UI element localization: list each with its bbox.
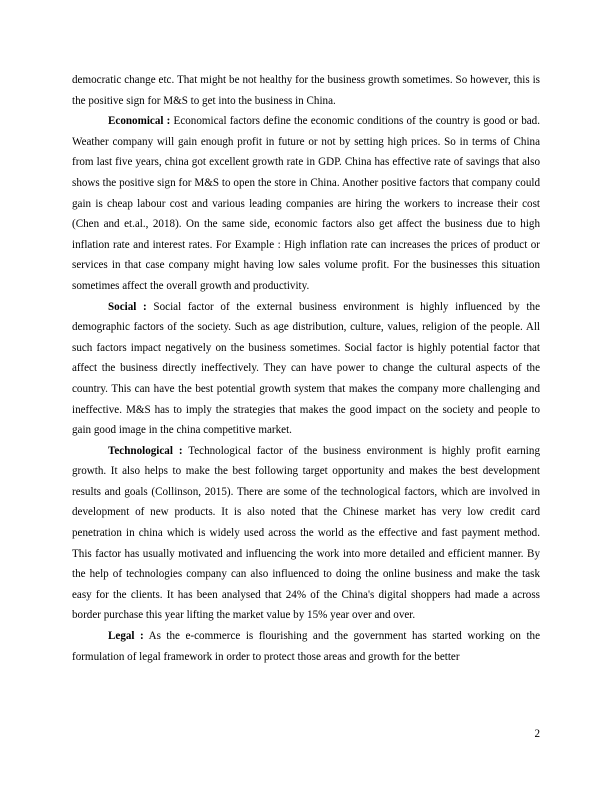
paragraph-technological [72,441,540,626]
paragraph-technological-text: Technological factor of the business environment is highly profit earning growth. It also helps to make the best following target opportunity and makes the best development results and goals (Collinson, 2015). There are some of the technological factors, which are involved in development of new products. It is also noted that the Chinese market has very low credit card penetration in china which is widely used across the world as the effective and fast payment method. This factor has usually motivated and influencing the work into more detailed and efficient manner. By the help of technologies company can also influenced to doing the online business and make the task easy for the clients. It has been analysed that 24% of the China's digital shoppers had made a across border purchase this year lifting the market value by 15% year over and over. [72,444,540,622]
paragraph-social-text: Social factor of the external business environment is highly influenced by the demographic factors of the society. Such as age distribution, culture, values, religion of the people. All such factors impact negatively on the business sometimes. Social factor is highly potential factor that affect the business directly ineffectively. They can have power to change the cultural aspects of the country. This can have the best potential growth system that makes the company more challenging and ineffective. M&S has to imply the strategies that makes the good impact on the society and people to gain good image in the china competitive market. [72,300,540,437]
paragraph-social [72,297,540,441]
heading-economical: Economical : [108,115,171,128]
paragraph-economical-text: Economical factors define the economic conditions of the country is good or bad. Weather company will gain enough profit in future or not by setting high prices. So in terms of China from last five years, china got excellent growth rate in GDP. China has effective rate of savings that also shows the positive sign for M&S to open the store in China. Another positive factors that company could gain is cheap labour cost and various leading companies are hiring the workers to increase their cost (Chen and et.al., 2018). On the same side, economic factors also get affect the business due to high inflation rate and interest rates. For Example : High inflation rate can increases the prices of product or services in that case company might having low sales volume profit. For the businesses this situation sometimes affect the overall growth and productivity. [72,115,540,292]
paragraph-legal [72,626,540,667]
heading-social: Social : [108,300,147,313]
heading-technological: Technological : [108,444,183,457]
page-number: 2 [534,728,540,740]
paragraph-legal-text: As the e-commerce is flourishing and the government has started working on the formulation of legal framework in order to protect those areas and growth for the better [72,630,540,663]
heading-legal: Legal : [108,630,144,643]
paragraph-continuation: democratic change etc. That might be not healthy for the business growth sometimes. So however, this is the positive sign for M&S to get into the business in China. [72,74,540,107]
body-text [72,70,540,667]
paragraph-economical [72,111,540,296]
